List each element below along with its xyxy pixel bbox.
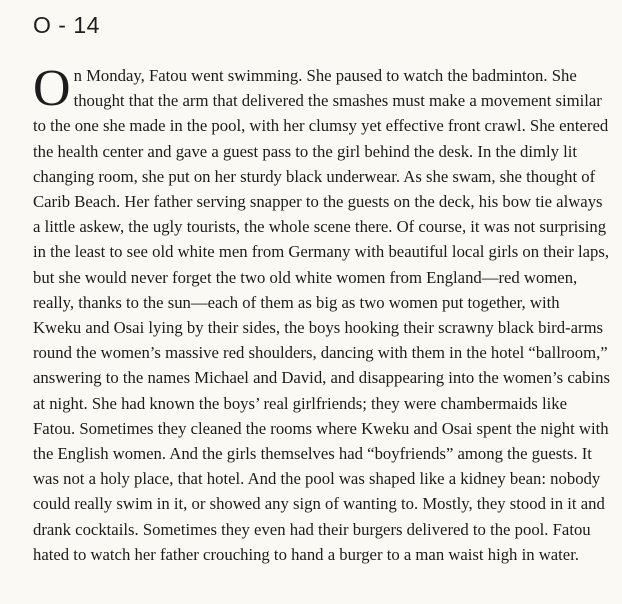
paragraph-text: n Monday, Fatou went swimming. She paused to watch the badminton. She thought that the arm that delivered the smashes must make a movement similar to the one she made in the pool, with her clumsy yet effective front crawl. She entered the health center and gave a guest pass to the girl behind the desk. In the dimly lit changing room, she put on her sturdy black underwear. As she swam, she thought of Carib Beach. Her father serving snapper to the guests on the deck, his bow tie always a little askew, the ugly tourists, the whole scene there. Of course, it was not surprising in the least to see old white men from Germany with beautiful local girls on their laps, but she would never forget the two old white women from England—red women, really, thanks to the sun—each of them as big as two women put together, with Kweku and Osai lying by their sides, the boys hooking their scrawny black bird-arms round the women’s massive red shoulders, dancing with them in the hotel “ballroom,” answering to the names Michael and David, and disappearing into the women’s cabins at night. She had known the boys’ real girlfriends; they were chambermaids like Fatou. Sometimes they cleaned the rooms where Kweku and Osai spent the night with the English women. And the girls themselves had “boyfriends” among the guests. It was not a holy place, that hotel. And the pool was shaped like a kidney bean: nobody could really swim in it, or showed any sign of wanting to. Mostly, they stood in it and drank cocktails. Sometimes they even had their burgers delivered to the pool. Fatou hated to watch her father crouching to hand a burger to a man waist high in water. [33,66,610,564]
body-paragraph [33,60,611,567]
chapter-heading: O - 14 [33,12,100,38]
page [33,0,611,567]
drop-cap-letter: O [33,60,71,117]
